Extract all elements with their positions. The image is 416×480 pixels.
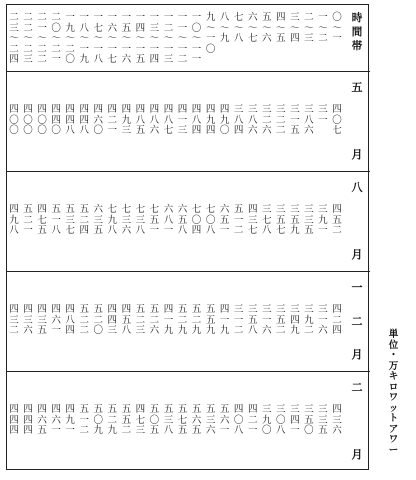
power-value-cell: 五 一 二	[233, 204, 244, 236]
power-value-cell: 三 五 〇	[304, 404, 314, 436]
power-value-cell: 四 四 〇	[51, 104, 61, 136]
power-value-cell: 三 八 六	[247, 104, 258, 136]
power-value-cell: 三 〇 八	[276, 404, 286, 436]
power-value-cell: 三 二 二	[276, 104, 286, 136]
power-value-cell: 四 八 四	[65, 304, 75, 336]
power-value-cell: 三 五 二	[276, 304, 286, 336]
power-value-cell: 四 八 五	[135, 104, 146, 136]
power-value-cell: 三 三 五	[304, 204, 314, 236]
hour-band-label: 三 〜 四	[290, 12, 300, 44]
month-label: 一 二 月	[351, 281, 363, 361]
power-value-cell: 三 八 四	[233, 104, 244, 136]
hourly-power-table	[6, 4, 369, 470]
power-value-cell: 五 二 一	[23, 204, 33, 236]
power-value-cell: 三 五 七	[276, 204, 286, 236]
power-value-cell: 三 四 一	[290, 404, 300, 436]
power-value-cell: 五 二 四	[79, 204, 89, 236]
hour-band-label: 一 七 〜 一 八	[93, 12, 104, 65]
power-value-cell: 六 八 一	[163, 204, 174, 236]
power-value-cell: 四 三 五	[37, 304, 47, 336]
power-value-cell: 三 二 六	[262, 104, 272, 136]
power-value-cell: 七 〇 八	[205, 204, 216, 236]
hour-band-label: 一 三 〜 一 四	[149, 12, 160, 65]
month-label: 五 月	[351, 81, 363, 161]
hour-band-label: 一 五 〜 一 六	[121, 12, 132, 65]
power-value-cell: 五 二 九	[191, 304, 202, 336]
power-value-cell: 五 三 八	[163, 404, 174, 436]
power-value-cell: 五 六 五	[191, 404, 202, 436]
power-value-cell: 五 〇 五	[149, 404, 160, 436]
hour-band-label: 七 〜 八	[233, 12, 244, 44]
hour-band-label: 〇 〜 一	[332, 12, 342, 44]
power-value-cell: 四 一 九	[219, 304, 230, 336]
power-value-cell: 四 六 一	[51, 304, 61, 336]
hour-band-label: 二 〜 三	[304, 12, 314, 44]
power-value-cell: 三 三 五	[318, 404, 328, 436]
power-value-cell: 七 〇 四	[191, 204, 202, 236]
power-value-cell: 四 一 九	[163, 304, 174, 336]
hour-band-label: 五 〜 六	[262, 12, 272, 44]
power-value-cell: 五 三 七	[65, 204, 75, 236]
power-value-cell: 三 九 〇	[262, 404, 272, 436]
power-value-cell: 四 八 四	[191, 104, 202, 136]
power-value-cell: 三 八 六	[304, 104, 314, 136]
hour-band-label: 二 二 〜 二 三	[23, 12, 33, 65]
hour-band-label: 九 〜 一 〇	[205, 12, 216, 55]
power-value-cell: 五 二 三	[135, 304, 146, 336]
power-value-cell: 四 九 一	[65, 404, 75, 436]
row-divider	[7, 371, 370, 372]
power-value-cell: 六 三 五	[93, 204, 104, 236]
power-value-cell: 四 二 一	[247, 404, 258, 436]
hour-band-label: 一 二 〜 一 三	[163, 12, 174, 65]
power-value-cell: 三 七 八	[262, 204, 272, 236]
power-value-cell: 四 一 三	[177, 104, 188, 136]
power-value-cell: 五 六 一	[219, 404, 230, 436]
hour-band-label: 一 一 〜 一 二	[177, 12, 188, 65]
power-value-cell: 三 五 八	[247, 304, 258, 336]
hour-band-label: 二 三 〜 二 四	[9, 12, 19, 65]
power-value-cell: 三 四 九	[290, 304, 300, 336]
power-value-cell: 三 一 六	[318, 304, 328, 336]
power-value-cell: 五 二 〇	[93, 304, 104, 336]
power-value-cell: 四 〇 〇	[37, 104, 47, 136]
power-value-cell: 三 五 九	[290, 204, 300, 236]
power-value-cell: 五 二 二	[79, 304, 89, 336]
power-value-cell: 四 四 四	[23, 404, 33, 436]
power-value-cell: 四 九 〇	[219, 104, 230, 136]
power-value-cell: 七 五 一	[149, 204, 160, 236]
power-value-cell: 七 三 八	[135, 204, 146, 236]
row-divider	[7, 171, 370, 172]
power-value-cell: 五 二 九	[107, 404, 118, 436]
hour-band-label: 四 〜 五	[276, 12, 286, 44]
power-value-cell: 三 一 二	[233, 304, 244, 336]
power-value-cell: 四 四 八	[79, 104, 89, 136]
power-value-cell: 三 一	[318, 104, 328, 126]
power-value-cell: 四 三 六	[23, 304, 33, 336]
hour-band-label: 八 〜 九	[219, 12, 230, 44]
hour-band-label: 一 八 〜 一 九	[79, 12, 89, 65]
power-value-cell: 四 四 四	[9, 404, 19, 436]
power-value-cell: 四 三 二	[9, 304, 19, 336]
power-value-cell: 三 九 二	[304, 304, 314, 336]
time-band-header: 時 間 帯	[351, 12, 363, 52]
hour-band-label: 一 四 〜 一 五	[135, 12, 146, 65]
power-value-cell: 五 一 八	[51, 204, 61, 236]
power-value-cell: 五 七 五	[177, 404, 188, 436]
month-label: 八 月	[351, 181, 363, 261]
power-value-cell: 四 九 三	[121, 104, 132, 136]
power-value-cell: 四 〇 〇	[9, 104, 19, 136]
hour-band-label: 一 〇 〜 一 一	[191, 12, 202, 65]
power-value-cell: 三 一 六	[262, 304, 272, 336]
power-value-cell: 四 四 三	[107, 304, 118, 336]
power-value-cell: 四 九 八	[9, 204, 19, 236]
month-label: 二 月	[351, 381, 363, 461]
hour-band-label: 一 〜 二	[318, 12, 328, 44]
row-divider	[7, 71, 370, 72]
power-value-cell: 四 六 一	[51, 404, 61, 436]
power-value-cell: 四 八 六	[149, 104, 160, 136]
power-value-cell: 四 七 五	[37, 204, 47, 236]
hour-band-label: 一 九 〜 二 〇	[65, 12, 75, 65]
power-value-cell: 六 五 八	[177, 204, 188, 236]
power-value-cell: 七 三 六	[121, 204, 132, 236]
power-value-cell: 四 六 五	[37, 404, 47, 436]
power-value-cell: 四 五 二	[332, 204, 342, 236]
hour-band-label: 二 〇 〜 二 一	[51, 12, 61, 65]
hour-band-label: 一 六 〜 一 七	[107, 12, 118, 65]
power-value-cell: 五 三 六	[205, 404, 216, 436]
power-value-cell: 四 四 八	[65, 104, 75, 136]
power-value-cell: 四 二 四	[332, 304, 342, 336]
power-value-cell: 四 〇 七	[332, 104, 342, 136]
power-value-cell: 四 五 八	[121, 304, 132, 336]
power-value-cell: 四 〇 〇	[23, 104, 33, 136]
power-value-cell: 五 一 二	[79, 404, 89, 436]
power-value-cell: 五 〇 九	[93, 404, 104, 436]
hour-band-label: 六 〜 七	[247, 12, 258, 44]
hour-band-label: 二 一 〜 二 二	[37, 12, 47, 65]
power-value-cell: 五 五 二	[121, 404, 132, 436]
power-value-cell: 三 一 五	[290, 104, 300, 136]
power-value-cell: 五 五 九	[205, 304, 216, 336]
power-value-cell: 四 九 四	[205, 104, 216, 136]
power-value-cell: 四 七 三	[135, 404, 146, 436]
power-value-cell: 三 九 一	[318, 204, 328, 236]
power-value-cell: 五 二 九	[177, 304, 188, 336]
power-value-cell: 六 五 一	[219, 204, 230, 236]
power-value-cell: 四 三 六	[332, 404, 342, 436]
power-value-cell: 四 〇 八	[233, 404, 244, 436]
unit-label: 単 位 ・ 万 キ ロ ワ ッ ト ア ワ ー	[388, 329, 399, 456]
power-value-cell: 四 六 〇	[93, 104, 104, 136]
power-value-cell: 五 二 六	[149, 304, 160, 336]
power-value-cell: 四 二 一	[107, 104, 118, 136]
power-value-cell: 四 八 七	[163, 104, 174, 136]
power-value-cell: 四 三 七	[247, 204, 258, 236]
row-divider	[7, 271, 370, 272]
power-value-cell: 七 九 八	[107, 204, 118, 236]
